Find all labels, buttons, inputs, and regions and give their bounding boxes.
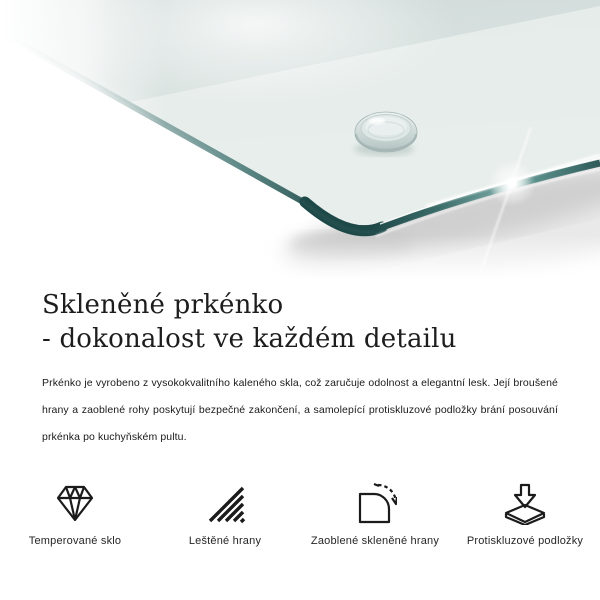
feature-rounded-corners — [300, 481, 450, 547]
product-photo — [0, 0, 600, 280]
description-line: prkénka po kuchyňském pultu. — [42, 431, 187, 443]
diamond-icon — [53, 481, 97, 525]
feature-label: Leštěné hrany — [188, 535, 262, 547]
feature-anti-slip-pads — [450, 481, 600, 547]
anti-slip-pads-icon — [503, 481, 547, 525]
content-section — [0, 288, 600, 547]
feature-label: Temperované sklo — [28, 535, 122, 547]
page-title — [42, 288, 558, 356]
product-description — [42, 370, 558, 451]
feature-label: Zaoblené skleněné hrany — [310, 535, 440, 547]
page-title-line2: - dokonalost ve každém detailu — [42, 324, 457, 354]
description-line: Prkénko je vyrobeno z vysokokvalitního kaleného skla, což zaručuje odolnost a elegantní lesk. Její broušené — [42, 377, 558, 389]
description-line: hrany a zaoblené rohy poskytují bezpečné zakončení, a samolepící protiskluzové podložky brání posouvání — [42, 404, 558, 416]
polished-edges-icon — [203, 481, 247, 525]
rounded-corner-icon — [353, 481, 397, 525]
feature-list — [0, 481, 600, 547]
feature-label: Protiskluzové podložky — [466, 535, 584, 547]
bottom-white-fade — [0, 235, 600, 280]
rubber-foot — [354, 112, 417, 156]
page-title-line1: Skleněné prkénko — [42, 290, 284, 320]
feature-tempered-glass — [0, 481, 150, 547]
feature-polished-edges — [150, 481, 300, 547]
